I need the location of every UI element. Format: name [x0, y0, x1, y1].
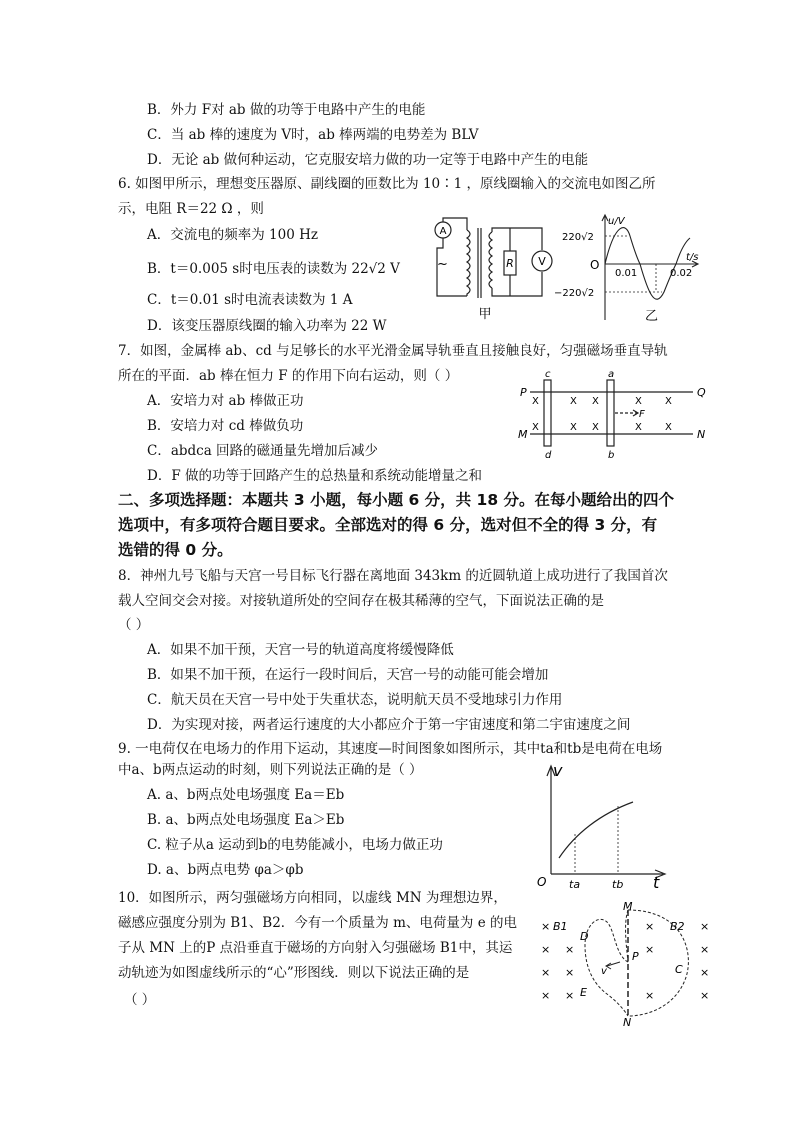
q9-option-a: A. a、b两点处电场强度 Ea＝Eb	[147, 787, 345, 803]
label-P: P	[520, 386, 527, 399]
label-N: N	[697, 428, 706, 441]
q10-stem-line4: 动轨迹为如图虚线所示的“心”形图线．则以下说法正确的是	[118, 965, 470, 981]
section-heading-line2: 选项中，有多项符合题目要求。全部选对的得 6 分，选对但不全的得 3 分，有	[118, 516, 658, 534]
q6-option-c: C．t＝0.01 s时电流表读数为 1 A	[147, 292, 353, 308]
peak-voltage-label: 220√2	[562, 232, 594, 243]
q9-stem-line2: 中a、b两点运动的时刻，则下列说法正确的是（ ）	[118, 762, 423, 778]
field-mark: ×	[541, 943, 551, 956]
label-N: N	[623, 1016, 632, 1029]
label-c: c	[545, 369, 551, 380]
field-mark: ×	[541, 920, 551, 933]
graph-origin-label: O	[590, 258, 600, 272]
field-mark: ×	[700, 920, 710, 933]
label-M: M	[518, 428, 528, 441]
label-D: D	[580, 930, 589, 943]
label-M: M	[623, 900, 633, 913]
velocity-axis-label: v	[553, 761, 563, 780]
field-mark: ×	[565, 966, 575, 979]
field-mark: X	[635, 422, 642, 433]
rails-rods-figure	[515, 368, 715, 460]
field-mark: ×	[645, 943, 655, 956]
field-mark: X	[532, 422, 539, 433]
field-mark: ×	[541, 966, 551, 979]
section-heading-line3: 选错的得 0 分。	[118, 541, 233, 559]
force-label-F: F	[639, 409, 645, 420]
ammeter-label: A	[439, 226, 447, 237]
q6-stem-line1: 6. 如图甲所示，理想变压器原、副线圈的匝数比为 10∶1 ，原线圈输入的交流电如图乙所	[118, 176, 656, 192]
field-mark: X	[665, 422, 672, 433]
voltage-axis-label: u/V	[608, 216, 625, 227]
field-mark: ×	[541, 989, 551, 1002]
label-E: E	[580, 986, 587, 999]
field-mark: ×	[700, 943, 710, 956]
field-mark: X	[592, 422, 599, 433]
section-heading-line1: 二、多项选择题：本题共 3 小题，每小题 6 分，共 18 分。在每小题给出的四个	[118, 491, 675, 509]
transformer-circuit-figure	[430, 218, 560, 328]
field-mark: X	[570, 422, 577, 433]
q10-stem-line2: 磁感应强度分别为 B1、B2．今有一个质量为 m、电荷量为 e 的电	[118, 915, 517, 931]
q8-option-d: D．为实现对接，两者运行速度的大小都应介于第一宇宙速度和第二宇宙速度之间	[147, 717, 631, 733]
q7-stem-line1: 7．如图，金属棒 ab、cd 与足够长的水平光滑金属导轨垂直且接触良好，匀强磁场垂直导轨	[118, 343, 668, 359]
label-a: a	[608, 369, 615, 380]
ac-source-symbol: ~	[437, 257, 448, 272]
field-mark: ×	[700, 966, 710, 979]
q6-stem-line2: 示，电阻 R＝22 Ω ，则	[118, 201, 264, 217]
tick-label-0-01: 0.01	[615, 268, 638, 279]
figure-caption-jia: 甲	[478, 307, 492, 322]
q6-option-b: B．t＝0.005 s时电压表的读数为 22√2 V	[147, 261, 400, 277]
field-mark: X	[592, 396, 599, 407]
label-v: v	[601, 966, 607, 977]
ac-voltage-graph	[554, 212, 710, 330]
trough-voltage-label: −220√2	[554, 288, 595, 299]
resistor-label: R	[506, 257, 514, 270]
q9-option-d: D. a、b两点电势 φa＞φb	[147, 862, 304, 878]
velocity-time-graph	[535, 762, 675, 892]
q9-option-c: C. 粒子从a 运动到b的电势能减小，电场力做正功	[147, 837, 443, 853]
q5-option-d: D．无论 ab 做何种运动，它克服安培力做的功一定等于电路中产生的电能	[147, 152, 589, 168]
q10-stem-line3: 子从 MN 上的P 点沿垂直于磁场的方向射入匀强磁场 B1中，其运	[118, 940, 513, 956]
q5-option-b: B．外力 F对 ab 做的功等于电路中产生的电能	[147, 102, 426, 118]
q5-option-c: C．当 ab 棒的速度为 V时，ab 棒两端的电势差为 BLV	[147, 127, 479, 143]
q7-option-d: D．F 做的功等于回路产生的总热量和系统动能增量之和	[147, 468, 482, 484]
q8-option-b: B．如果不加干预，在运行一段时间后，天宫一号的动能可能会增加	[147, 667, 549, 683]
label-B2: B2	[670, 920, 685, 933]
figure-caption-yi: 乙	[645, 309, 659, 324]
label-d: d	[545, 450, 552, 461]
q8-option-a: A．如果不加干预，天宫一号的轨道高度将缓慢降低	[147, 642, 454, 658]
field-mark: ×	[645, 920, 655, 933]
q8-stem-line2: 载人空间交会对接。对接轨道所处的空间存在极其稀薄的空气，下面说法正确的是	[118, 593, 604, 609]
q7-stem-line2: 所在的平面．ab 棒在恒力 F 的作用下向右运动，则（ ）	[118, 368, 459, 384]
field-mark: X	[635, 396, 642, 407]
voltmeter-label: V	[538, 255, 546, 268]
q9-stem-line1: 9. 一电荷仅在电场力的作用下运动，其速度—时间图象如图所示，其中ta和tb是电荷在电场	[118, 741, 663, 757]
q8-stem-line3: （ ）	[118, 617, 150, 633]
q7-option-c: C．abdca 回路的磁通量先增加后减少	[147, 443, 379, 459]
q6-option-a: A．交流电的频率为 100 Hz	[147, 227, 318, 243]
time-axis-label: t/s	[686, 252, 699, 263]
label-B1: B1	[553, 920, 568, 933]
label-C: C	[675, 963, 683, 976]
label-P: P	[632, 950, 639, 963]
field-mark: ×	[565, 943, 575, 956]
field-mark: ×	[645, 989, 655, 1002]
q8-option-c: C．航天员在天宫一号中处于失重状态，说明航天员不受地球引力作用	[147, 692, 563, 708]
q7-option-b: B．安培力对 cd 棒做负功	[147, 418, 304, 434]
q10-stem-line1: 10．如图所示，两匀强磁场方向相同，以虚线 MN 为理想边界，	[118, 890, 507, 906]
label-Q: Q	[697, 386, 706, 399]
q8-stem-line1: 8．神州九号飞船与天宫一号目标飞行器在离地面 343km 的近圆轨道上成功进行了我国首次	[118, 568, 668, 584]
tick-label-0-02: 0.02	[670, 268, 693, 279]
q7-option-a: A．安培力对 ab 棒做正功	[147, 393, 304, 409]
q6-option-d: D．该变压器原线圈的输入功率为 22 W	[147, 318, 387, 334]
tick-label-ta: ta	[569, 878, 581, 891]
q9-option-b: B. a、b两点处电场强度 Ea＞Eb	[147, 812, 345, 828]
label-b: b	[608, 450, 615, 461]
field-mark: ×	[700, 989, 710, 1002]
time-axis-label: t	[653, 873, 660, 892]
graph-origin-label: O	[537, 875, 547, 889]
tick-label-tb: tb	[612, 878, 624, 891]
field-mark: X	[570, 396, 577, 407]
field-mark: X	[532, 396, 539, 407]
q10-stem-line5: （ ）	[124, 992, 156, 1008]
field-mark: X	[665, 396, 672, 407]
field-mark: ×	[565, 989, 575, 1002]
magnetic-field-trajectory-figure	[535, 900, 725, 1028]
